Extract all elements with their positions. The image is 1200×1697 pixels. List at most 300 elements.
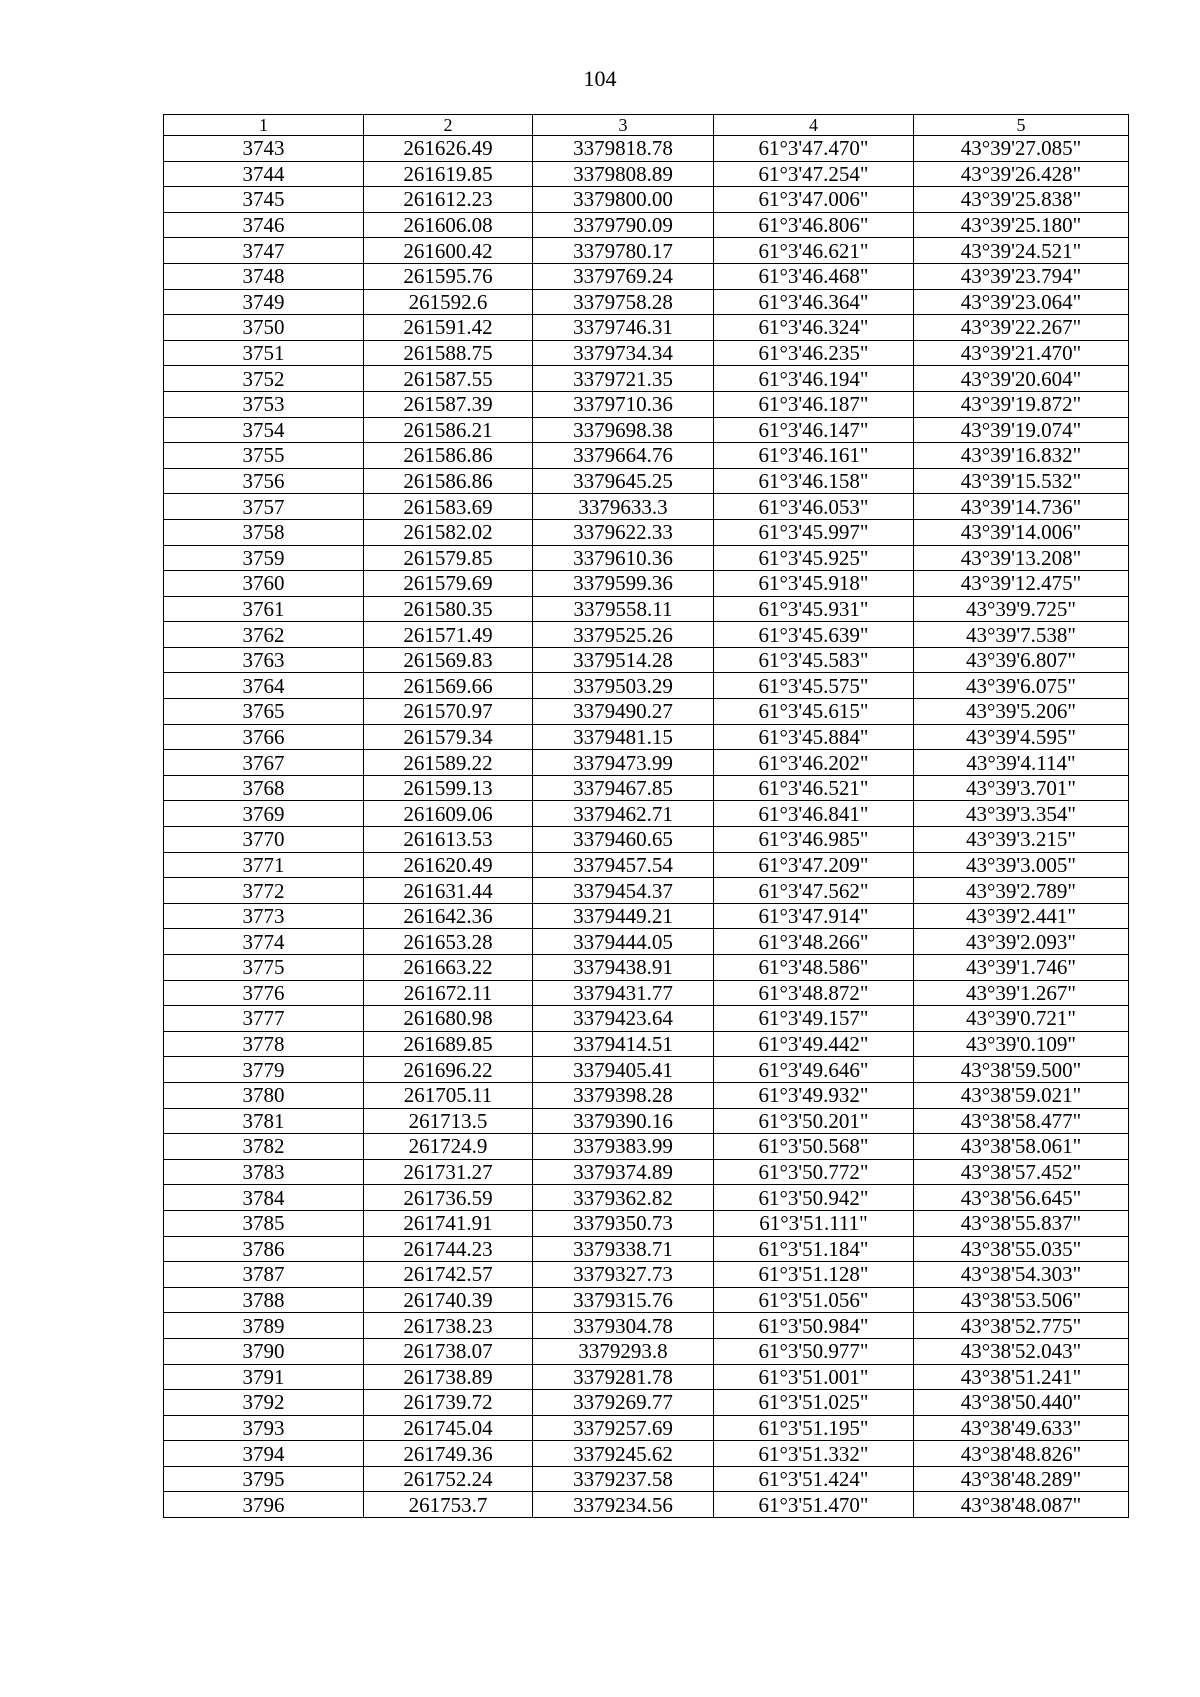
table-cell-col-5: 43°39'19.074" xyxy=(914,417,1129,443)
table-cell-col-4: 61°3'45.918" xyxy=(714,571,914,597)
table-cell-col-1: 3757 xyxy=(164,494,364,520)
table-cell-col-5: 43°39'0.109" xyxy=(914,1031,1129,1057)
table-row xyxy=(164,1082,1129,1108)
table-cell-col-2: 261749.36 xyxy=(364,1441,533,1467)
table-cell-col-2: 261570.97 xyxy=(364,699,533,725)
table-cell-col-5: 43°39'9.725" xyxy=(914,596,1129,622)
table-row xyxy=(164,1185,1129,1211)
table-cell-col-2: 261595.76 xyxy=(364,263,533,289)
table-cell-col-5: 43°38'52.775" xyxy=(914,1313,1129,1339)
table-cell-col-1: 3785 xyxy=(164,1210,364,1236)
table-row xyxy=(164,1236,1129,1262)
table-cell-col-2: 261599.13 xyxy=(364,775,533,801)
table-cell-col-3: 3379467.85 xyxy=(533,775,714,801)
table-cell-col-1: 3791 xyxy=(164,1364,364,1390)
table-cell-col-3: 3379281.78 xyxy=(533,1364,714,1390)
table-row xyxy=(164,468,1129,494)
table-cell-col-2: 261744.23 xyxy=(364,1236,533,1262)
table-cell-col-3: 3379746.31 xyxy=(533,315,714,341)
table-row xyxy=(164,1492,1129,1518)
table-cell-col-1: 3786 xyxy=(164,1236,364,1262)
table-cell-col-4: 61°3'51.424" xyxy=(714,1466,914,1492)
table-row xyxy=(164,827,1129,853)
table-cell-col-1: 3746 xyxy=(164,212,364,238)
column-header-1: 1 xyxy=(164,115,364,136)
table-cell-col-1: 3763 xyxy=(164,647,364,673)
table-cell-col-3: 3379383.99 xyxy=(533,1134,714,1160)
table-cell-col-1: 3781 xyxy=(164,1108,364,1134)
table-cell-col-1: 3745 xyxy=(164,187,364,213)
table-cell-col-5: 43°39'5.206" xyxy=(914,699,1129,725)
table-cell-col-5: 43°39'3.701" xyxy=(914,775,1129,801)
table-row xyxy=(164,622,1129,648)
table-cell-col-2: 261740.39 xyxy=(364,1287,533,1313)
table-row xyxy=(164,1287,1129,1313)
table-row xyxy=(164,212,1129,238)
table-row xyxy=(164,750,1129,776)
table-row xyxy=(164,1262,1129,1288)
table-cell-col-2: 261663.22 xyxy=(364,955,533,981)
page-number: 104 xyxy=(583,66,617,91)
table-cell-col-3: 3379790.09 xyxy=(533,212,714,238)
table-cell-col-1: 3789 xyxy=(164,1313,364,1339)
table-row xyxy=(164,647,1129,673)
table-row xyxy=(164,596,1129,622)
table-cell-col-3: 3379610.36 xyxy=(533,545,714,571)
table-row xyxy=(164,801,1129,827)
table-cell-col-2: 261696.22 xyxy=(364,1057,533,1083)
table-cell-col-5: 43°39'3.215" xyxy=(914,827,1129,853)
table-cell-col-5: 43°39'3.005" xyxy=(914,852,1129,878)
table-cell-col-1: 3765 xyxy=(164,699,364,725)
table-cell-col-5: 43°38'54.303" xyxy=(914,1262,1129,1288)
table-cell-col-3: 3379473.99 xyxy=(533,750,714,776)
table-cell-col-4: 61°3'50.568" xyxy=(714,1134,914,1160)
table-cell-col-1: 3796 xyxy=(164,1492,364,1518)
table-cell-col-2: 261724.9 xyxy=(364,1134,533,1160)
table-cell-col-2: 261642.36 xyxy=(364,903,533,929)
table-cell-col-1: 3759 xyxy=(164,545,364,571)
table-cell-col-3: 3379327.73 xyxy=(533,1262,714,1288)
table-cell-col-4: 61°3'46.194" xyxy=(714,366,914,392)
column-header-4: 4 xyxy=(714,115,914,136)
table-cell-col-3: 3379237.58 xyxy=(533,1466,714,1492)
table-cell-col-1: 3784 xyxy=(164,1185,364,1211)
column-header-5: 5 xyxy=(914,115,1129,136)
table-header xyxy=(164,115,1129,136)
column-header-3: 3 xyxy=(533,115,714,136)
table-cell-col-4: 61°3'47.470" xyxy=(714,136,914,162)
table-cell-col-5: 43°39'2.093" xyxy=(914,929,1129,955)
table-row xyxy=(164,443,1129,469)
table-cell-col-5: 43°39'1.267" xyxy=(914,980,1129,1006)
table-cell-col-1: 3758 xyxy=(164,519,364,545)
table-cell-col-3: 3379423.64 xyxy=(533,1006,714,1032)
table-row xyxy=(164,263,1129,289)
table-row xyxy=(164,852,1129,878)
table-cell-col-2: 261619.85 xyxy=(364,161,533,187)
table-row xyxy=(164,1466,1129,1492)
table-cell-col-2: 261582.02 xyxy=(364,519,533,545)
table-cell-col-2: 261586.21 xyxy=(364,417,533,443)
table-cell-col-5: 43°39'3.354" xyxy=(914,801,1129,827)
table-cell-col-4: 61°3'50.201" xyxy=(714,1108,914,1134)
table-cell-col-5: 43°38'53.506" xyxy=(914,1287,1129,1313)
table-cell-col-5: 43°39'15.532" xyxy=(914,468,1129,494)
table-cell-col-2: 261620.49 xyxy=(364,852,533,878)
table-cell-col-1: 3780 xyxy=(164,1082,364,1108)
table-cell-col-2: 261753.7 xyxy=(364,1492,533,1518)
table-cell-col-5: 43°38'57.452" xyxy=(914,1159,1129,1185)
table-cell-col-3: 3379431.77 xyxy=(533,980,714,1006)
table-row xyxy=(164,391,1129,417)
table-cell-col-4: 61°3'46.235" xyxy=(714,340,914,366)
table-cell-col-1: 3783 xyxy=(164,1159,364,1185)
table-row xyxy=(164,571,1129,597)
table-row xyxy=(164,878,1129,904)
table-cell-col-2: 261731.27 xyxy=(364,1159,533,1185)
table-cell-col-4: 61°3'46.468" xyxy=(714,263,914,289)
table-cell-col-4: 61°3'50.942" xyxy=(714,1185,914,1211)
column-header-2: 2 xyxy=(364,115,533,136)
table-cell-col-2: 261612.23 xyxy=(364,187,533,213)
table-cell-col-2: 261705.11 xyxy=(364,1082,533,1108)
table-cell-col-5: 43°39'20.604" xyxy=(914,366,1129,392)
table-cell-col-5: 43°39'21.470" xyxy=(914,340,1129,366)
table-cell-col-2: 261745.04 xyxy=(364,1415,533,1441)
table-cell-col-3: 3379457.54 xyxy=(533,852,714,878)
table-cell-col-1: 3767 xyxy=(164,750,364,776)
table-cell-col-3: 3379444.05 xyxy=(533,929,714,955)
table-cell-col-1: 3751 xyxy=(164,340,364,366)
table-cell-col-2: 261579.85 xyxy=(364,545,533,571)
table-cell-col-2: 261591.42 xyxy=(364,315,533,341)
table-cell-col-5: 43°39'0.721" xyxy=(914,1006,1129,1032)
table-row xyxy=(164,1313,1129,1339)
table-cell-col-4: 61°3'46.806" xyxy=(714,212,914,238)
table-cell-col-2: 261738.07 xyxy=(364,1338,533,1364)
table-cell-col-2: 261586.86 xyxy=(364,443,533,469)
table-cell-col-2: 261739.72 xyxy=(364,1390,533,1416)
table-cell-col-4: 61°3'46.621" xyxy=(714,238,914,264)
table-cell-col-5: 43°39'2.789" xyxy=(914,878,1129,904)
table-cell-col-4: 61°3'48.266" xyxy=(714,929,914,955)
table-cell-col-2: 261738.89 xyxy=(364,1364,533,1390)
table-row xyxy=(164,673,1129,699)
table-cell-col-1: 3744 xyxy=(164,161,364,187)
table-cell-col-2: 261742.57 xyxy=(364,1262,533,1288)
table-row xyxy=(164,699,1129,725)
table-row xyxy=(164,545,1129,571)
table-cell-col-3: 3379350.73 xyxy=(533,1210,714,1236)
table-cell-col-4: 61°3'46.053" xyxy=(714,494,914,520)
table-cell-col-1: 3779 xyxy=(164,1057,364,1083)
table-cell-col-3: 3379315.76 xyxy=(533,1287,714,1313)
table-cell-col-1: 3788 xyxy=(164,1287,364,1313)
table-row xyxy=(164,1441,1129,1467)
table-cell-col-4: 61°3'46.202" xyxy=(714,750,914,776)
table-cell-col-2: 261600.42 xyxy=(364,238,533,264)
table-row xyxy=(164,980,1129,1006)
table-cell-col-2: 261736.59 xyxy=(364,1185,533,1211)
table-cell-col-3: 3379462.71 xyxy=(533,801,714,827)
table-row xyxy=(164,1390,1129,1416)
table-cell-col-1: 3771 xyxy=(164,852,364,878)
table-row xyxy=(164,1108,1129,1134)
table-cell-col-1: 3772 xyxy=(164,878,364,904)
table-cell-col-1: 3775 xyxy=(164,955,364,981)
table-row xyxy=(164,187,1129,213)
table-cell-col-3: 3379664.76 xyxy=(533,443,714,469)
table-row xyxy=(164,494,1129,520)
table-cell-col-3: 3379338.71 xyxy=(533,1236,714,1262)
table-cell-col-5: 43°39'12.475" xyxy=(914,571,1129,597)
table-cell-col-1: 3743 xyxy=(164,136,364,162)
table-cell-col-3: 3379449.21 xyxy=(533,903,714,929)
table-row xyxy=(164,238,1129,264)
table-cell-col-1: 3752 xyxy=(164,366,364,392)
table-cell-col-4: 61°3'46.521" xyxy=(714,775,914,801)
table-cell-col-3: 3379460.65 xyxy=(533,827,714,853)
table-cell-col-5: 43°39'26.428" xyxy=(914,161,1129,187)
table-cell-col-4: 61°3'47.254" xyxy=(714,161,914,187)
table-cell-col-4: 61°3'49.932" xyxy=(714,1082,914,1108)
table-cell-col-2: 261583.69 xyxy=(364,494,533,520)
table-cell-col-3: 3379558.11 xyxy=(533,596,714,622)
table-cell-col-4: 61°3'45.615" xyxy=(714,699,914,725)
table-cell-col-5: 43°38'52.043" xyxy=(914,1338,1129,1364)
table-cell-col-2: 261587.39 xyxy=(364,391,533,417)
table-cell-col-1: 3760 xyxy=(164,571,364,597)
table-cell-col-5: 43°38'48.087" xyxy=(914,1492,1129,1518)
table-row xyxy=(164,1134,1129,1160)
table-row xyxy=(164,929,1129,955)
table-row xyxy=(164,903,1129,929)
table-cell-col-3: 3379800.00 xyxy=(533,187,714,213)
table-cell-col-3: 3379698.38 xyxy=(533,417,714,443)
table-cell-col-4: 61°3'51.001" xyxy=(714,1364,914,1390)
table-cell-col-1: 3790 xyxy=(164,1338,364,1364)
table-row xyxy=(164,340,1129,366)
table-cell-col-4: 61°3'47.914" xyxy=(714,903,914,929)
table-cell-col-5: 43°38'48.289" xyxy=(914,1466,1129,1492)
table-cell-col-1: 3764 xyxy=(164,673,364,699)
table-cell-col-5: 43°39'16.832" xyxy=(914,443,1129,469)
table-cell-col-2: 261571.49 xyxy=(364,622,533,648)
table-cell-col-5: 43°39'25.180" xyxy=(914,212,1129,238)
table-cell-col-4: 61°3'51.470" xyxy=(714,1492,914,1518)
table-cell-col-2: 261626.49 xyxy=(364,136,533,162)
table-cell-col-3: 3379808.89 xyxy=(533,161,714,187)
table-cell-col-4: 61°3'46.187" xyxy=(714,391,914,417)
table-cell-col-3: 3379398.28 xyxy=(533,1082,714,1108)
table-cell-col-5: 43°39'24.521" xyxy=(914,238,1129,264)
table-cell-col-1: 3776 xyxy=(164,980,364,1006)
table-cell-col-2: 261713.5 xyxy=(364,1108,533,1134)
table-row xyxy=(164,519,1129,545)
table-cell-col-5: 43°39'19.872" xyxy=(914,391,1129,417)
table-cell-col-1: 3762 xyxy=(164,622,364,648)
table-cell-col-1: 3761 xyxy=(164,596,364,622)
table-row xyxy=(164,1364,1129,1390)
table-cell-col-3: 3379490.27 xyxy=(533,699,714,725)
table-cell-col-5: 43°39'2.441" xyxy=(914,903,1129,929)
table-row xyxy=(164,1006,1129,1032)
table-row xyxy=(164,417,1129,443)
table-cell-col-2: 261579.69 xyxy=(364,571,533,597)
table-cell-col-2: 261588.75 xyxy=(364,340,533,366)
table-cell-col-1: 3750 xyxy=(164,315,364,341)
table-cell-col-1: 3782 xyxy=(164,1134,364,1160)
table-cell-col-5: 43°39'23.064" xyxy=(914,289,1129,315)
table-cell-col-5: 43°38'51.241" xyxy=(914,1364,1129,1390)
table-cell-col-4: 61°3'51.128" xyxy=(714,1262,914,1288)
table-cell-col-3: 3379758.28 xyxy=(533,289,714,315)
table-cell-col-2: 261741.91 xyxy=(364,1210,533,1236)
table-cell-col-3: 3379414.51 xyxy=(533,1031,714,1057)
table-cell-col-4: 61°3'46.841" xyxy=(714,801,914,827)
header-row xyxy=(164,115,1129,136)
table-cell-col-1: 3794 xyxy=(164,1441,364,1467)
table-cell-col-4: 61°3'45.925" xyxy=(714,545,914,571)
table-cell-col-3: 3379269.77 xyxy=(533,1390,714,1416)
table-row xyxy=(164,289,1129,315)
table-cell-col-4: 61°3'50.772" xyxy=(714,1159,914,1185)
table-row xyxy=(164,1031,1129,1057)
table-row xyxy=(164,1415,1129,1441)
table-cell-col-2: 261609.06 xyxy=(364,801,533,827)
table-body xyxy=(164,136,1129,1518)
table-cell-col-1: 3766 xyxy=(164,724,364,750)
table-cell-col-4: 61°3'47.562" xyxy=(714,878,914,904)
table-cell-col-3: 3379721.35 xyxy=(533,366,714,392)
table-cell-col-3: 3379405.41 xyxy=(533,1057,714,1083)
table-cell-col-2: 261587.55 xyxy=(364,366,533,392)
table-cell-col-5: 43°38'55.837" xyxy=(914,1210,1129,1236)
table-cell-col-3: 3379374.89 xyxy=(533,1159,714,1185)
table-cell-col-3: 3379710.36 xyxy=(533,391,714,417)
table-cell-col-4: 61°3'51.332" xyxy=(714,1441,914,1467)
table-cell-col-1: 3787 xyxy=(164,1262,364,1288)
table-cell-col-5: 43°38'59.021" xyxy=(914,1082,1129,1108)
table-cell-col-2: 261689.85 xyxy=(364,1031,533,1057)
table-cell-col-3: 3379481.15 xyxy=(533,724,714,750)
table-cell-col-4: 61°3'45.931" xyxy=(714,596,914,622)
table-cell-col-2: 261738.23 xyxy=(364,1313,533,1339)
table-cell-col-1: 3755 xyxy=(164,443,364,469)
table-cell-col-2: 261653.28 xyxy=(364,929,533,955)
table-cell-col-4: 61°3'46.161" xyxy=(714,443,914,469)
table-cell-col-2: 261631.44 xyxy=(364,878,533,904)
table-cell-col-5: 43°39'22.267" xyxy=(914,315,1129,341)
table-cell-col-1: 3778 xyxy=(164,1031,364,1057)
table-cell-col-1: 3774 xyxy=(164,929,364,955)
table-cell-col-5: 43°39'1.746" xyxy=(914,955,1129,981)
table-cell-col-4: 61°3'46.985" xyxy=(714,827,914,853)
table-cell-col-4: 61°3'51.111" xyxy=(714,1210,914,1236)
table-cell-col-4: 61°3'51.056" xyxy=(714,1287,914,1313)
table-cell-col-5: 43°39'14.736" xyxy=(914,494,1129,520)
table-cell-col-4: 61°3'45.997" xyxy=(714,519,914,545)
table-cell-col-5: 43°39'23.794" xyxy=(914,263,1129,289)
table-cell-col-4: 61°3'50.977" xyxy=(714,1338,914,1364)
table-cell-col-3: 3379245.62 xyxy=(533,1441,714,1467)
table-cell-col-3: 3379525.26 xyxy=(533,622,714,648)
table-cell-col-3: 3379622.33 xyxy=(533,519,714,545)
table-cell-col-4: 61°3'51.025" xyxy=(714,1390,914,1416)
table-cell-col-2: 261613.53 xyxy=(364,827,533,853)
table-cell-col-5: 43°39'7.538" xyxy=(914,622,1129,648)
table-cell-col-4: 61°3'46.324" xyxy=(714,315,914,341)
table-cell-col-4: 61°3'51.184" xyxy=(714,1236,914,1262)
table-cell-col-1: 3769 xyxy=(164,801,364,827)
table-row xyxy=(164,1159,1129,1185)
table-cell-col-5: 43°38'56.645" xyxy=(914,1185,1129,1211)
table-cell-col-4: 61°3'47.006" xyxy=(714,187,914,213)
table-cell-col-5: 43°38'58.061" xyxy=(914,1134,1129,1160)
table-cell-col-4: 61°3'48.586" xyxy=(714,955,914,981)
table-row xyxy=(164,161,1129,187)
table-cell-col-2: 261592.6 xyxy=(364,289,533,315)
table-cell-col-4: 61°3'49.442" xyxy=(714,1031,914,1057)
table-row xyxy=(164,1057,1129,1083)
table-cell-col-5: 43°39'27.085" xyxy=(914,136,1129,162)
table-cell-col-5: 43°38'49.633" xyxy=(914,1415,1129,1441)
table-cell-col-5: 43°39'6.075" xyxy=(914,673,1129,699)
table-row xyxy=(164,1338,1129,1364)
table-cell-col-2: 261586.86 xyxy=(364,468,533,494)
table-cell-col-3: 3379818.78 xyxy=(533,136,714,162)
table-cell-col-1: 3777 xyxy=(164,1006,364,1032)
table-cell-col-3: 3379454.37 xyxy=(533,878,714,904)
table-cell-col-3: 3379769.24 xyxy=(533,263,714,289)
table-cell-col-5: 43°39'4.595" xyxy=(914,724,1129,750)
table-cell-col-2: 261752.24 xyxy=(364,1466,533,1492)
table-row xyxy=(164,315,1129,341)
table-cell-col-5: 43°38'50.440" xyxy=(914,1390,1129,1416)
table-cell-col-3: 3379503.29 xyxy=(533,673,714,699)
table-row xyxy=(164,775,1129,801)
table-cell-col-5: 43°38'58.477" xyxy=(914,1108,1129,1134)
table-cell-col-1: 3747 xyxy=(164,238,364,264)
table-cell-col-1: 3756 xyxy=(164,468,364,494)
table-cell-col-5: 43°38'59.500" xyxy=(914,1057,1129,1083)
table-cell-col-4: 61°3'46.158" xyxy=(714,468,914,494)
table-cell-col-4: 61°3'45.884" xyxy=(714,724,914,750)
table-cell-col-5: 43°39'6.807" xyxy=(914,647,1129,673)
table-cell-col-2: 261589.22 xyxy=(364,750,533,776)
table-cell-col-1: 3792 xyxy=(164,1390,364,1416)
table-cell-col-4: 61°3'45.639" xyxy=(714,622,914,648)
table-cell-col-2: 261680.98 xyxy=(364,1006,533,1032)
table-cell-col-5: 43°39'25.838" xyxy=(914,187,1129,213)
table-cell-col-3: 3379438.91 xyxy=(533,955,714,981)
table-row xyxy=(164,136,1129,162)
table-cell-col-3: 3379599.36 xyxy=(533,571,714,597)
table-row xyxy=(164,724,1129,750)
table-cell-col-2: 261672.11 xyxy=(364,980,533,1006)
table-row xyxy=(164,955,1129,981)
table-cell-col-5: 43°39'4.114" xyxy=(914,750,1129,776)
table-row xyxy=(164,1210,1129,1236)
table-cell-col-3: 3379645.25 xyxy=(533,468,714,494)
table-cell-col-4: 61°3'50.984" xyxy=(714,1313,914,1339)
table-cell-col-1: 3753 xyxy=(164,391,364,417)
table-cell-col-5: 43°38'55.035" xyxy=(914,1236,1129,1262)
table-cell-col-4: 61°3'49.157" xyxy=(714,1006,914,1032)
table-cell-col-3: 3379734.34 xyxy=(533,340,714,366)
table-cell-col-5: 43°38'48.826" xyxy=(914,1441,1129,1467)
